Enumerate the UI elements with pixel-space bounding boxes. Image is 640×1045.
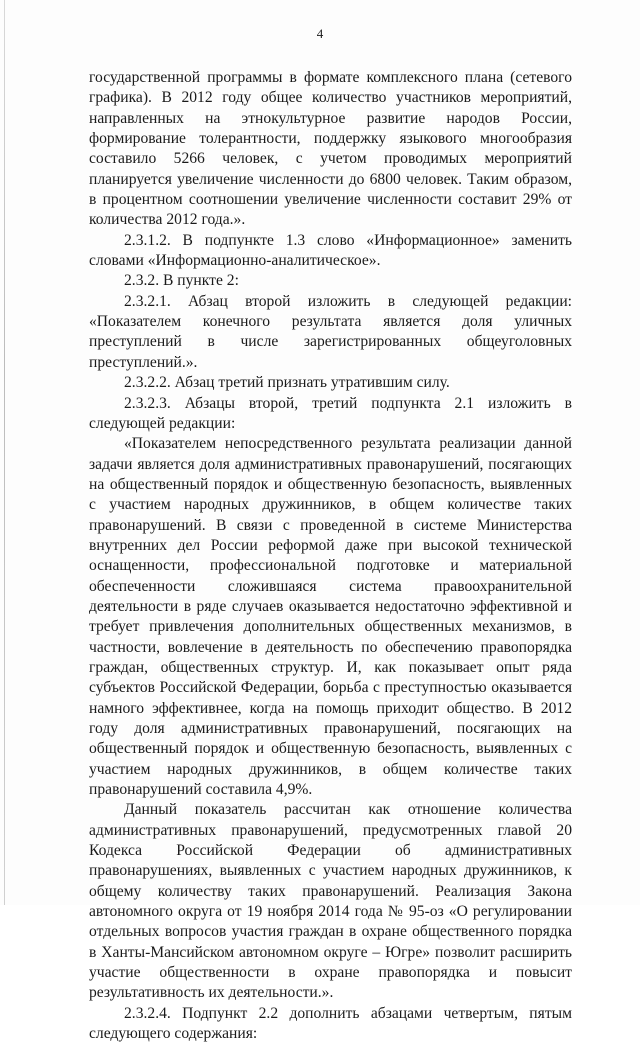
document-body (89, 68, 572, 1045)
paragraph-2-3-2-2: 2.3.2.2. Абзац третий признать утратившим силу. (124, 374, 450, 392)
paragraph-continuation: государственной программы в формате комплексного плана (сетевого графика). В 2012 году общее количество участников мероприятий, направленных на этнокультурное развитие народов России, формирование толерантности, поддержку языкового многообразия составило 5266 человек, с учетом проводимых мероприятий планируется увеличение численности до 6800 человек. Таким образом, в процентном соотношении увеличение численности составит 29% от количества 2012 года.». (89, 69, 572, 229)
paragraph-quoted-indicator: «Показателем непосредственного результата реализации данной задачи является доля административных правонарушений, посягающих на общественный порядок и общественную безопасность, выявленных с участием народных дружинников, в общем количестве таких правонарушений. В связи с проведенной в системе Министерства внутренних дел России реформой даже при высокой технической оснащенности, профессиональной подготовке и материальной обеспеченности сложившаяся система правоохранительной деятельности в ряде случаев оказывается недостаточно эффективной и требует привлечения дополнительных общественных механизмов, в частности, вовлечение в деятельность по обеспечению правопорядка граждан, общественных структур. И, как показывает опыт ряда субъектов Российской Федерации, борьба с преступностью оказывается намного эффективнее, когда на помощь приходит общество. В 2012 году доля административных правонарушений, посягающих на общественный порядок и общественную безопасность, выявленных с участием народных дружинников, в общем количестве таких правонарушений составила 4,9%. (89, 435, 572, 799)
paragraph-2-3-2-3: 2.3.2.3. Абзацы второй, третий подпункта 2.1 изложить в следующей редакции: (89, 394, 572, 432)
paragraph-2-3-1-2: 2.3.1.2. В подпункте 1.3 слово «Информационное» заменить словами «Информационно-аналитическое». (89, 231, 572, 270)
paragraph-2-3-2-4: 2.3.2.4. Подпункт 2.2 дополнить абзацами четвертым, пятым следующего содержания: (89, 1004, 572, 1043)
paragraph-2-3-2-1: 2.3.2.1. Абзац второй изложить в следующей редакции: «Показателем конечного результата является доля уличных преступлений в числе зарегистрированных общеуголовных преступлений.». (89, 292, 572, 371)
paragraph-2-3-2: 2.3.2. В пункте 2: (124, 272, 239, 290)
scan-edge (4, 0, 5, 905)
page-number: 4 (316, 26, 324, 41)
paragraph-calculation: Данный показатель рассчитан как отношение количества административных правонарушений, предусмотренных главой 20 Кодекса Российской Федерации об административных правонарушениях, выявленных с участием народных дружинников, к общему количеству таких правонарушений. Реализация Закона автономного округа от 19 ноября 2014 года № 95-оз «О регулировании отдельных вопросов участия граждан в охране общественного порядка в Ханты-Мансийском автономном округе – Югре» позволит расширить участие общественности в охране правопорядка и повысит результативность их деятельности.». (89, 801, 572, 1002)
